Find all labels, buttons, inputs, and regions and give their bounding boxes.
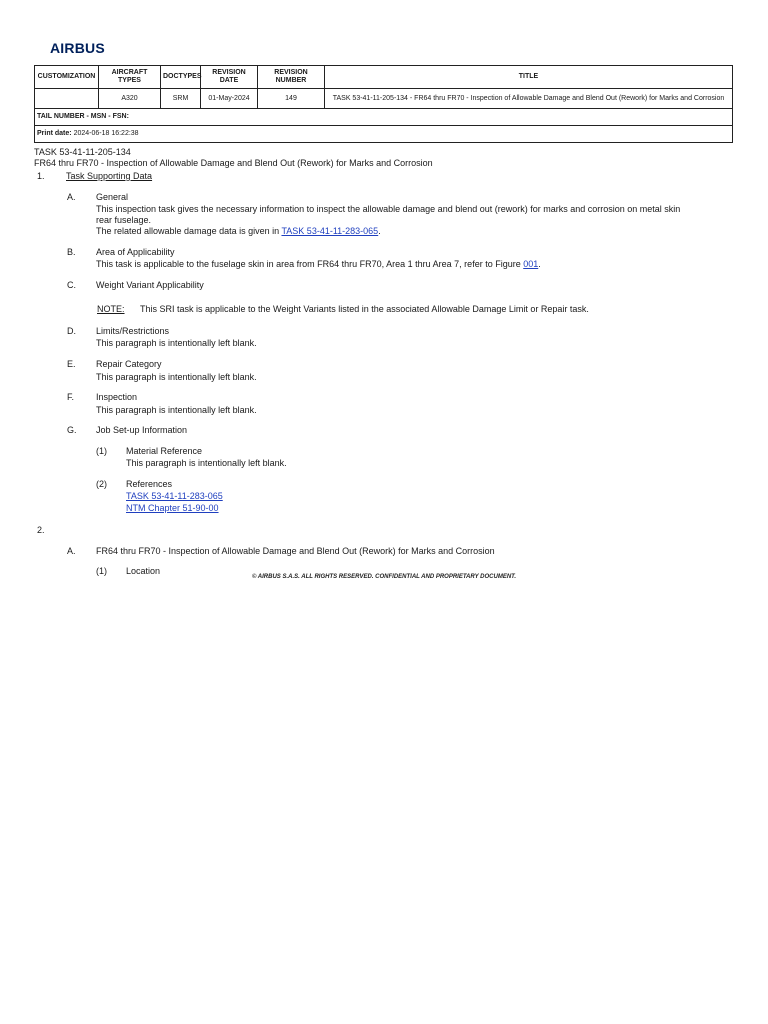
item-a-line3-suffix: . [378,226,381,236]
item-g-title: Job Set-up Information [96,425,188,435]
col-revision-date: REVISION DATE [201,66,258,89]
note-text: This SRI task is applicable to the Weight Variants listed in the associated Allowable Damage Limit or Repair task. [140,304,589,314]
item-c-letter: C. [67,280,76,290]
print-date-label: Print date: [37,130,72,137]
sub-1-title: Material Reference [126,446,203,456]
sub-1-text: This paragraph is intentionally left blank. [126,458,287,468]
item-e-title: Repair Category [96,359,162,369]
airbus-logo: AIRBUS [50,40,105,56]
print-date-row [35,126,733,143]
task-title: FR64 thru FR70 - Inspection of Allowable Damage and Blend Out (Rework) for Marks and Corrosion [34,158,433,168]
sub-2-title: References [126,479,173,489]
figure-link-001[interactable]: 001 [523,259,539,269]
section2-a-title: FR64 thru FR70 - Inspection of Allowable Damage and Blend Out (Rework) for Marks and Corrosion [96,546,495,556]
item-b-text-prefix: This task is applicable to the fuselage skin in area from FR64 thru FR70, Area 1 thru Area 7, refer to Figure [96,259,524,269]
cell-doctypes: SRM [161,89,201,109]
item-f-title: Inspection [96,392,138,402]
section2-sub1-title: Location [126,566,161,576]
reference-link-ntm[interactable]: NTM Chapter 51-90-00 [126,503,219,513]
reference-link-row-2 [126,503,219,514]
col-customization: CUSTOMIZATION [35,66,99,89]
cell-customization [35,89,99,109]
item-a-line3-prefix: The related allowable damage data is given in [96,226,282,236]
cell-title: TASK 53-41-11-205-134 - FR64 thru FR70 - Inspection of Allowable Damage and Blend Out (Rework) for Marks and Corrosion [325,89,733,109]
item-c-title: Weight Variant Applicability [96,280,204,290]
item-d-letter: D. [67,326,76,336]
item-b-text-suffix: . [538,259,541,269]
reference-link-task[interactable]: TASK 53-41-11-283-065 [126,491,223,501]
cell-revision-date: 01-May-2024 [201,89,258,109]
item-a-line3 [96,226,381,237]
note-label: NOTE: [97,304,125,314]
item-b-text [96,259,541,270]
section1-title: Task Supporting Data [66,171,153,181]
item-b-letter: B. [67,247,76,257]
item-e-text: This paragraph is intentionally left blank. [96,372,257,382]
cell-revision-number: 149 [258,89,325,109]
col-title: TITLE [325,66,733,89]
item-a-letter: A. [67,192,76,202]
col-revision-number: REVISION NUMBER [258,66,325,89]
item-a-title: General [96,192,129,202]
print-date-value: 2024-06-18 16:22:38 [73,130,139,137]
section2-number: 2. [37,525,45,535]
copyright-footer: © AIRBUS S.A.S. ALL RIGHTS RESERVED. CONFIDENTIAL AND PROPRIETARY DOCUMENT. [251,574,517,580]
item-a-line2: rear fuselage. [96,215,152,225]
item-a-line1: This inspection task gives the necessary information to inspect the allowable damage and blend out (rework) for marks and corrosion on metal skin [96,204,681,214]
task-link-283-065[interactable]: TASK 53-41-11-283-065 [281,226,379,236]
section2-sub1-number: (1) [96,566,107,576]
item-g-letter: G. [67,425,77,435]
tail-number-row [35,109,733,126]
item-d-title: Limits/Restrictions [96,326,170,336]
task-id: TASK 53-41-11-205-134 [34,147,131,157]
col-doctypes: DOCTYPES [161,66,201,89]
item-f-letter: F. [67,392,75,402]
item-e-letter: E. [67,359,76,369]
header-table [34,65,733,143]
item-d-text: This paragraph is intentionally left blank. [96,338,257,348]
cell-aircraft-types: A320 [99,89,161,109]
section2-a-letter: A. [67,546,76,556]
sub-2-number: (2) [96,479,107,489]
item-b-title: Area of Applicability [96,247,175,257]
col-aircraft-types: AIRCRAFT TYPES [99,66,161,89]
tail-number-label: TAIL NUMBER - MSN - FSN: [37,113,129,120]
sub-1-number: (1) [96,446,107,456]
reference-link-row-1 [126,491,223,502]
section1-number: 1. [37,171,45,181]
item-f-text: This paragraph is intentionally left blank. [96,405,257,415]
